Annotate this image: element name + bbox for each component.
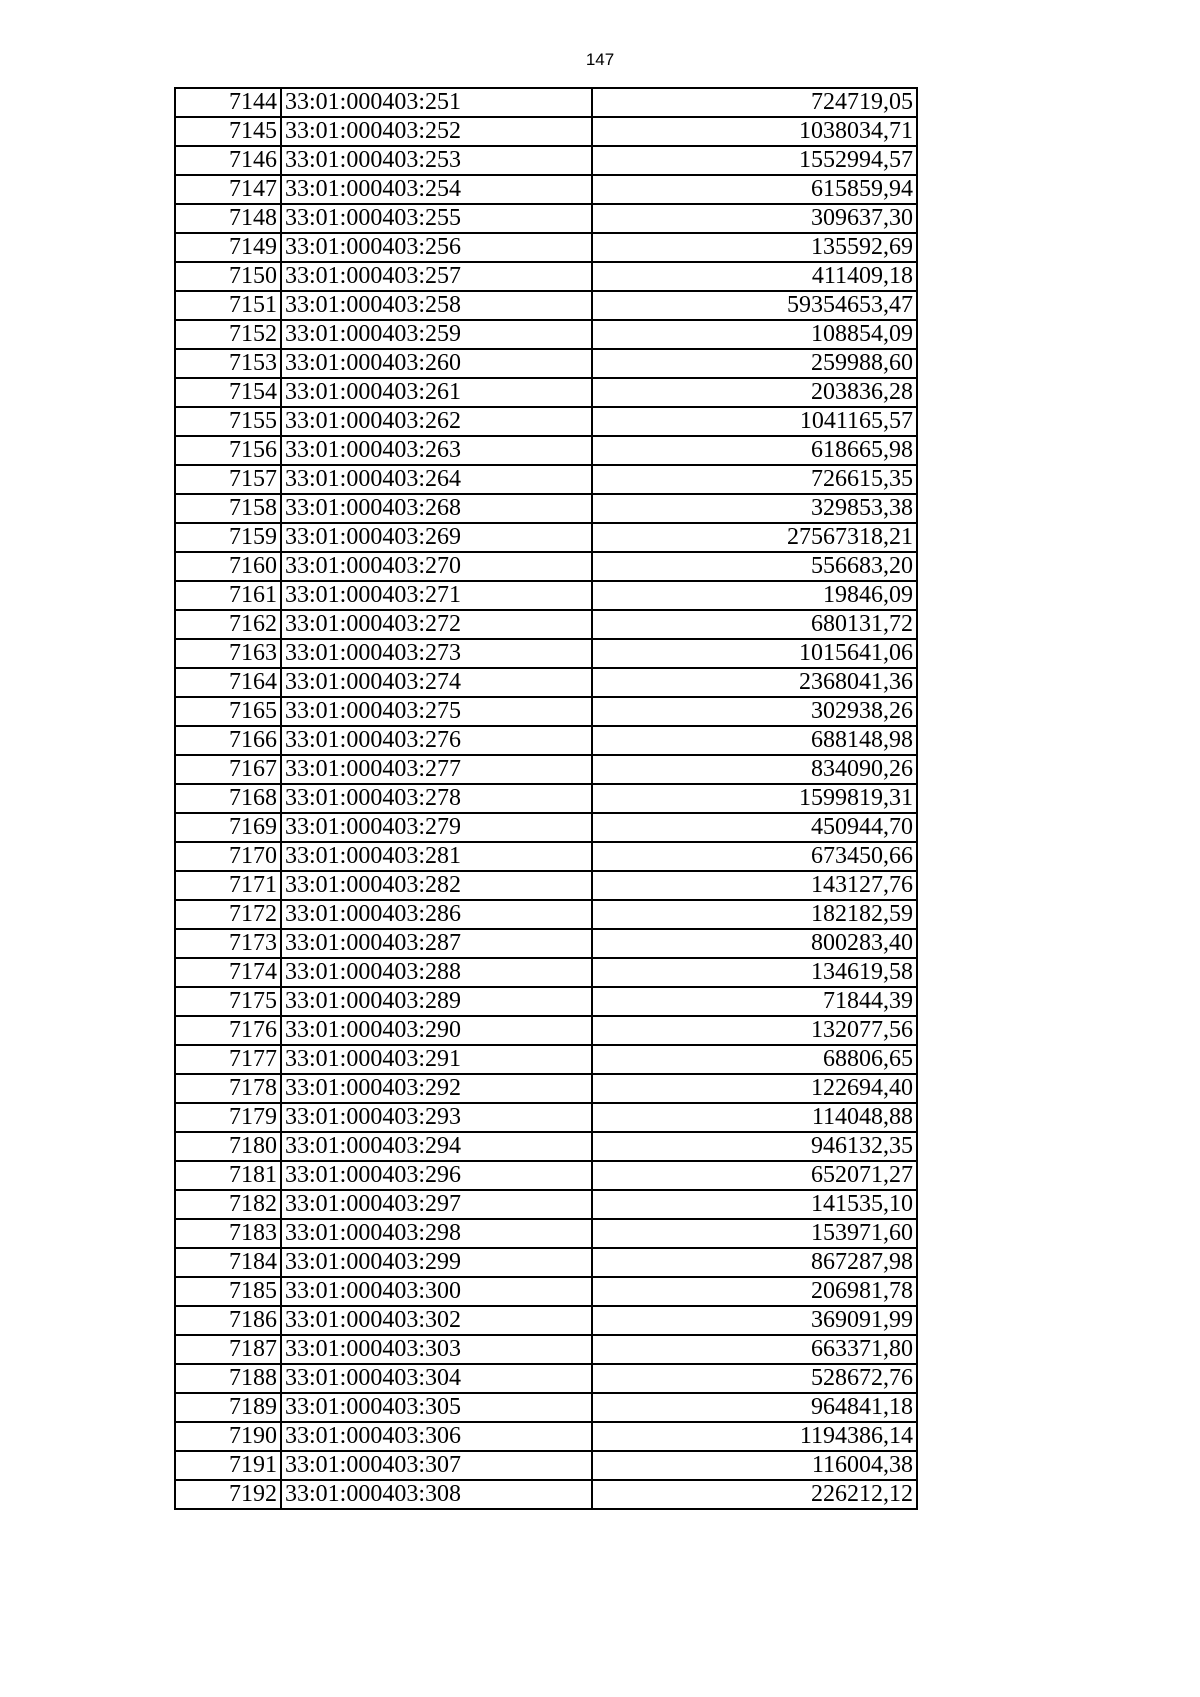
table-row bbox=[175, 552, 917, 581]
cadastral-number-cell: 33:01:000403:308 bbox=[281, 1480, 592, 1509]
table-row bbox=[175, 1248, 917, 1277]
row-number-cell: 7187 bbox=[175, 1335, 281, 1364]
row-number-cell: 7154 bbox=[175, 378, 281, 407]
row-number-cell: 7185 bbox=[175, 1277, 281, 1306]
table-row bbox=[175, 1364, 917, 1393]
row-number-cell: 7150 bbox=[175, 262, 281, 291]
row-number-cell: 7189 bbox=[175, 1393, 281, 1422]
cadastral-value-cell: 450944,70 bbox=[592, 813, 917, 842]
cadastral-number-cell: 33:01:000403:299 bbox=[281, 1248, 592, 1277]
table-row bbox=[175, 929, 917, 958]
cadastral-number-cell: 33:01:000403:286 bbox=[281, 900, 592, 929]
cadastral-value-cell: 2368041,36 bbox=[592, 668, 917, 697]
row-number-cell: 7163 bbox=[175, 639, 281, 668]
row-number-cell: 7184 bbox=[175, 1248, 281, 1277]
cadastral-value-cell: 68806,65 bbox=[592, 1045, 917, 1074]
table-row bbox=[175, 1306, 917, 1335]
cadastral-number-cell: 33:01:000403:302 bbox=[281, 1306, 592, 1335]
cadastral-value-cell: 302938,26 bbox=[592, 697, 917, 726]
row-number-cell: 7174 bbox=[175, 958, 281, 987]
cadastral-number-cell: 33:01:000403:255 bbox=[281, 204, 592, 233]
row-number-cell: 7144 bbox=[175, 88, 281, 117]
cadastral-value-cell: 964841,18 bbox=[592, 1393, 917, 1422]
table-row bbox=[175, 436, 917, 465]
row-number-cell: 7145 bbox=[175, 117, 281, 146]
cadastral-value-cell: 114048,88 bbox=[592, 1103, 917, 1132]
cadastral-value-cell: 203836,28 bbox=[592, 378, 917, 407]
cadastral-number-cell: 33:01:000403:279 bbox=[281, 813, 592, 842]
cadastral-number-cell: 33:01:000403:289 bbox=[281, 987, 592, 1016]
row-number-cell: 7149 bbox=[175, 233, 281, 262]
cadastral-value-cell: 946132,35 bbox=[592, 1132, 917, 1161]
cadastral-value-cell: 122694,40 bbox=[592, 1074, 917, 1103]
table-row bbox=[175, 1422, 917, 1451]
table-row bbox=[175, 291, 917, 320]
cadastral-value-cell: 309637,30 bbox=[592, 204, 917, 233]
cadastral-number-cell: 33:01:000403:268 bbox=[281, 494, 592, 523]
cadastral-value-cell: 724719,05 bbox=[592, 88, 917, 117]
row-number-cell: 7146 bbox=[175, 146, 281, 175]
row-number-cell: 7175 bbox=[175, 987, 281, 1016]
row-number-cell: 7190 bbox=[175, 1422, 281, 1451]
row-number-cell: 7162 bbox=[175, 610, 281, 639]
cadastral-value-cell: 369091,99 bbox=[592, 1306, 917, 1335]
row-number-cell: 7177 bbox=[175, 1045, 281, 1074]
cadastral-number-cell: 33:01:000403:300 bbox=[281, 1277, 592, 1306]
table-row bbox=[175, 494, 917, 523]
cadastral-value-cell: 411409,18 bbox=[592, 262, 917, 291]
cadastral-number-cell: 33:01:000403:259 bbox=[281, 320, 592, 349]
cadastral-value-cell: 1038034,71 bbox=[592, 117, 917, 146]
row-number-cell: 7159 bbox=[175, 523, 281, 552]
table-row bbox=[175, 668, 917, 697]
table-row bbox=[175, 900, 917, 929]
row-number-cell: 7167 bbox=[175, 755, 281, 784]
table-row bbox=[175, 349, 917, 378]
cadastral-number-cell: 33:01:000403:257 bbox=[281, 262, 592, 291]
cadastral-value-cell: 1041165,57 bbox=[592, 407, 917, 436]
row-number-cell: 7173 bbox=[175, 929, 281, 958]
cadastral-number-cell: 33:01:000403:262 bbox=[281, 407, 592, 436]
row-number-cell: 7192 bbox=[175, 1480, 281, 1509]
row-number-cell: 7186 bbox=[175, 1306, 281, 1335]
row-number-cell: 7151 bbox=[175, 291, 281, 320]
cadastral-value-cell: 329853,38 bbox=[592, 494, 917, 523]
page-number: 147 bbox=[585, 50, 615, 69]
table-row bbox=[175, 581, 917, 610]
table-row bbox=[175, 726, 917, 755]
table-row bbox=[175, 1277, 917, 1306]
cadastral-number-cell: 33:01:000403:260 bbox=[281, 349, 592, 378]
cadastral-value-cell: 556683,20 bbox=[592, 552, 917, 581]
cadastral-value-cell: 652071,27 bbox=[592, 1161, 917, 1190]
cadastral-number-cell: 33:01:000403:251 bbox=[281, 88, 592, 117]
row-number-cell: 7168 bbox=[175, 784, 281, 813]
row-number-cell: 7161 bbox=[175, 581, 281, 610]
cadastral-number-cell: 33:01:000403:306 bbox=[281, 1422, 592, 1451]
table-body bbox=[175, 88, 917, 1509]
cadastral-number-cell: 33:01:000403:269 bbox=[281, 523, 592, 552]
row-number-cell: 7180 bbox=[175, 1132, 281, 1161]
table-row bbox=[175, 262, 917, 291]
table-row bbox=[175, 1161, 917, 1190]
cadastral-number-cell: 33:01:000403:294 bbox=[281, 1132, 592, 1161]
table-row bbox=[175, 639, 917, 668]
cadastral-number-cell: 33:01:000403:275 bbox=[281, 697, 592, 726]
table-row bbox=[175, 320, 917, 349]
cadastral-number-cell: 33:01:000403:307 bbox=[281, 1451, 592, 1480]
table-row bbox=[175, 407, 917, 436]
cadastral-value-cell: 834090,26 bbox=[592, 755, 917, 784]
cadastral-value-cell: 71844,39 bbox=[592, 987, 917, 1016]
table-row bbox=[175, 1219, 917, 1248]
cadastral-value-cell: 226212,12 bbox=[592, 1480, 917, 1509]
cadastral-value-cell: 153971,60 bbox=[592, 1219, 917, 1248]
cadastral-value-cell: 673450,66 bbox=[592, 842, 917, 871]
cadastral-value-table bbox=[174, 87, 918, 1510]
cadastral-number-cell: 33:01:000403:274 bbox=[281, 668, 592, 697]
cadastral-number-cell: 33:01:000403:254 bbox=[281, 175, 592, 204]
cadastral-value-cell: 182182,59 bbox=[592, 900, 917, 929]
cadastral-value-cell: 618665,98 bbox=[592, 436, 917, 465]
cadastral-number-cell: 33:01:000403:297 bbox=[281, 1190, 592, 1219]
table-row bbox=[175, 755, 917, 784]
row-number-cell: 7165 bbox=[175, 697, 281, 726]
cadastral-value-cell: 132077,56 bbox=[592, 1016, 917, 1045]
table-row bbox=[175, 1132, 917, 1161]
cadastral-number-cell: 33:01:000403:252 bbox=[281, 117, 592, 146]
cadastral-value-cell: 116004,38 bbox=[592, 1451, 917, 1480]
cadastral-number-cell: 33:01:000403:290 bbox=[281, 1016, 592, 1045]
table-row bbox=[175, 146, 917, 175]
cadastral-number-cell: 33:01:000403:305 bbox=[281, 1393, 592, 1422]
cadastral-number-cell: 33:01:000403:276 bbox=[281, 726, 592, 755]
cadastral-value-cell: 726615,35 bbox=[592, 465, 917, 494]
cadastral-number-cell: 33:01:000403:288 bbox=[281, 958, 592, 987]
cadastral-number-cell: 33:01:000403:273 bbox=[281, 639, 592, 668]
cadastral-value-cell: 108854,09 bbox=[592, 320, 917, 349]
row-number-cell: 7170 bbox=[175, 842, 281, 871]
row-number-cell: 7158 bbox=[175, 494, 281, 523]
cadastral-value-cell: 688148,98 bbox=[592, 726, 917, 755]
table-row bbox=[175, 1074, 917, 1103]
table-row bbox=[175, 842, 917, 871]
cadastral-number-cell: 33:01:000403:272 bbox=[281, 610, 592, 639]
row-number-cell: 7176 bbox=[175, 1016, 281, 1045]
row-number-cell: 7171 bbox=[175, 871, 281, 900]
cadastral-value-cell: 800283,40 bbox=[592, 929, 917, 958]
row-number-cell: 7155 bbox=[175, 407, 281, 436]
cadastral-value-cell: 528672,76 bbox=[592, 1364, 917, 1393]
cadastral-number-cell: 33:01:000403:258 bbox=[281, 291, 592, 320]
table-row bbox=[175, 233, 917, 262]
row-number-cell: 7160 bbox=[175, 552, 281, 581]
cadastral-number-cell: 33:01:000403:296 bbox=[281, 1161, 592, 1190]
table-row bbox=[175, 1190, 917, 1219]
cadastral-value-cell: 259988,60 bbox=[592, 349, 917, 378]
table-row bbox=[175, 958, 917, 987]
cadastral-value-cell: 1194386,14 bbox=[592, 1422, 917, 1451]
cadastral-number-cell: 33:01:000403:270 bbox=[281, 552, 592, 581]
table-row bbox=[175, 697, 917, 726]
cadastral-number-cell: 33:01:000403:264 bbox=[281, 465, 592, 494]
row-number-cell: 7153 bbox=[175, 349, 281, 378]
row-number-cell: 7191 bbox=[175, 1451, 281, 1480]
cadastral-number-cell: 33:01:000403:282 bbox=[281, 871, 592, 900]
table-row bbox=[175, 465, 917, 494]
cadastral-value-cell: 1552994,57 bbox=[592, 146, 917, 175]
cadastral-value-cell: 59354653,47 bbox=[592, 291, 917, 320]
row-number-cell: 7182 bbox=[175, 1190, 281, 1219]
row-number-cell: 7188 bbox=[175, 1364, 281, 1393]
row-number-cell: 7166 bbox=[175, 726, 281, 755]
cadastral-value-cell: 141535,10 bbox=[592, 1190, 917, 1219]
cadastral-value-cell: 1015641,06 bbox=[592, 639, 917, 668]
cadastral-value-cell: 135592,69 bbox=[592, 233, 917, 262]
table-row bbox=[175, 1103, 917, 1132]
cadastral-number-cell: 33:01:000403:271 bbox=[281, 581, 592, 610]
table-row bbox=[175, 784, 917, 813]
table-row bbox=[175, 1335, 917, 1364]
cadastral-number-cell: 33:01:000403:261 bbox=[281, 378, 592, 407]
row-number-cell: 7156 bbox=[175, 436, 281, 465]
cadastral-number-cell: 33:01:000403:292 bbox=[281, 1074, 592, 1103]
cadastral-value-cell: 1599819,31 bbox=[592, 784, 917, 813]
row-number-cell: 7157 bbox=[175, 465, 281, 494]
row-number-cell: 7147 bbox=[175, 175, 281, 204]
cadastral-number-cell: 33:01:000403:303 bbox=[281, 1335, 592, 1364]
row-number-cell: 7148 bbox=[175, 204, 281, 233]
table-row bbox=[175, 175, 917, 204]
table-row bbox=[175, 1016, 917, 1045]
cadastral-value-cell: 19846,09 bbox=[592, 581, 917, 610]
row-number-cell: 7164 bbox=[175, 668, 281, 697]
cadastral-value-cell: 680131,72 bbox=[592, 610, 917, 639]
table-row bbox=[175, 523, 917, 552]
table-row bbox=[175, 88, 917, 117]
cadastral-number-cell: 33:01:000403:291 bbox=[281, 1045, 592, 1074]
cadastral-number-cell: 33:01:000403:277 bbox=[281, 755, 592, 784]
cadastral-number-cell: 33:01:000403:298 bbox=[281, 1219, 592, 1248]
table-row bbox=[175, 1045, 917, 1074]
table-row bbox=[175, 1393, 917, 1422]
cadastral-number-cell: 33:01:000403:253 bbox=[281, 146, 592, 175]
table-row bbox=[175, 871, 917, 900]
row-number-cell: 7181 bbox=[175, 1161, 281, 1190]
row-number-cell: 7183 bbox=[175, 1219, 281, 1248]
cadastral-value-cell: 206981,78 bbox=[592, 1277, 917, 1306]
table-row bbox=[175, 378, 917, 407]
cadastral-value-cell: 143127,76 bbox=[592, 871, 917, 900]
cadastral-number-cell: 33:01:000403:293 bbox=[281, 1103, 592, 1132]
table-row bbox=[175, 987, 917, 1016]
table-row bbox=[175, 1480, 917, 1509]
table-row bbox=[175, 204, 917, 233]
cadastral-number-cell: 33:01:000403:278 bbox=[281, 784, 592, 813]
row-number-cell: 7178 bbox=[175, 1074, 281, 1103]
table-row bbox=[175, 117, 917, 146]
row-number-cell: 7172 bbox=[175, 900, 281, 929]
row-number-cell: 7152 bbox=[175, 320, 281, 349]
table-row bbox=[175, 610, 917, 639]
row-number-cell: 7179 bbox=[175, 1103, 281, 1132]
cadastral-value-cell: 27567318,21 bbox=[592, 523, 917, 552]
table-row bbox=[175, 813, 917, 842]
cadastral-number-cell: 33:01:000403:281 bbox=[281, 842, 592, 871]
table-row bbox=[175, 1451, 917, 1480]
cadastral-number-cell: 33:01:000403:304 bbox=[281, 1364, 592, 1393]
cadastral-number-cell: 33:01:000403:263 bbox=[281, 436, 592, 465]
cadastral-value-cell: 867287,98 bbox=[592, 1248, 917, 1277]
cadastral-value-cell: 663371,80 bbox=[592, 1335, 917, 1364]
cadastral-number-cell: 33:01:000403:256 bbox=[281, 233, 592, 262]
row-number-cell: 7169 bbox=[175, 813, 281, 842]
cadastral-value-cell: 134619,58 bbox=[592, 958, 917, 987]
cadastral-value-cell: 615859,94 bbox=[592, 175, 917, 204]
cadastral-number-cell: 33:01:000403:287 bbox=[281, 929, 592, 958]
